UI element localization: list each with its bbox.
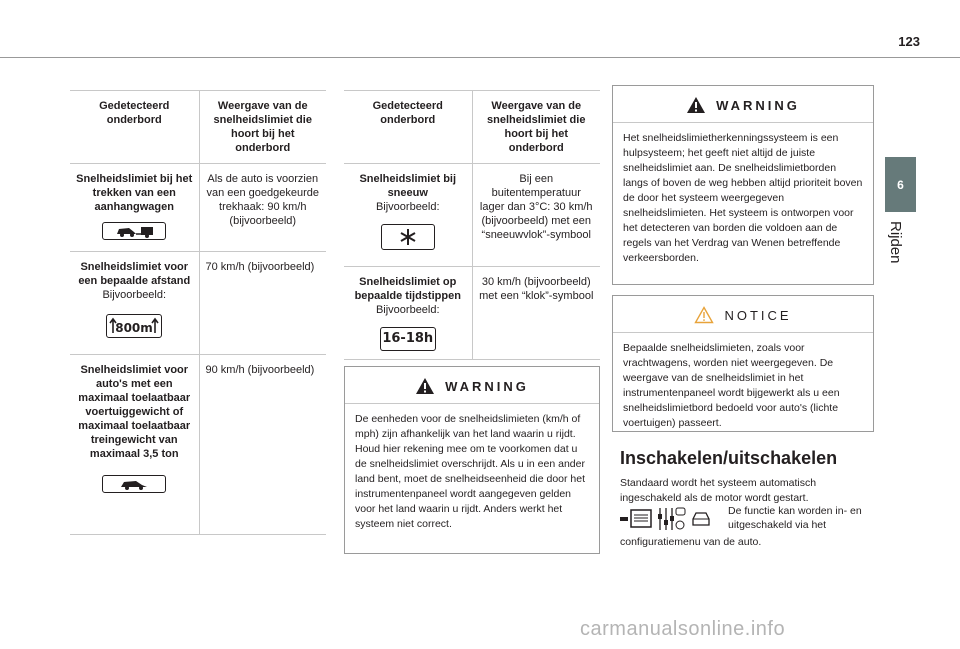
row-title: Snelheidslimiet op bepaalde tijdstippen xyxy=(354,276,461,302)
table-row xyxy=(70,164,326,252)
table-cell-sign xyxy=(344,164,472,267)
table-header-row xyxy=(344,91,600,164)
car-trailer-icon xyxy=(102,222,166,240)
warning-box xyxy=(344,366,600,554)
table-header-row xyxy=(70,91,326,164)
distance-sign xyxy=(106,314,162,338)
warning-icon xyxy=(415,377,435,395)
table-cell-value: Als de auto is voorzien van een goedgekeurde trekhaak: 90 km/h (bijvoorbeeld) xyxy=(199,164,326,252)
warning-title: WARNING xyxy=(445,378,529,394)
config-icons xyxy=(620,506,712,532)
warning-text: Het snelheidslimietherkenningssysteem is een hulpsysteem; het geeft niet altijd de juiste snelheidslimiet aan. De snelheidslimietborden langs of boven de weg hebben altijd prioriteit boven de door het systeem weergegeven snelheidslimieten. Het systeem is ontworpen voor het detecteren van borden die voldoen aan de regels van het Verdrag van Wenen betreffende verkeersborden. xyxy=(623,132,863,264)
warning-header xyxy=(613,94,873,123)
sign-text: 800m xyxy=(115,321,154,335)
table-cell-value: Bij een buitentemperatuur lager dan 3°C: 30 km/h (bijvoorbeeld) met een “sneeuwvlok”-symbool xyxy=(472,164,600,267)
car-icon xyxy=(102,475,166,493)
notice-header xyxy=(613,304,873,333)
row-sub: Bijvoorbeeld: xyxy=(102,289,167,301)
table-cell-sign xyxy=(344,267,472,360)
section-title: Inschakelen/uitschakelen xyxy=(620,448,838,468)
notice-box xyxy=(612,295,874,432)
section-intro: Standaard wordt het systeem automatisch ingeschakeld als de motor wordt gestart. xyxy=(620,477,817,504)
car-front-icon xyxy=(690,510,712,528)
row-sub: Bijvoorbeeld: xyxy=(375,201,440,213)
table-cell-sign xyxy=(70,164,199,252)
notice-text: Bepaalde snelheidslimieten, zoals voor vrachtwagens, worden niet weergegeven. De weergave van de snelheidslimiet in het instrumentenpaneel wordt bijgewerkt als u een snelheidslimietbord bedoeld voor auto's (lichte voertuigen) passeert. xyxy=(623,342,840,429)
table-cell-value: 30 km/h (bijvoorbeeld) met een “klok”-symbool xyxy=(472,267,600,360)
table-row xyxy=(70,355,326,535)
row-title: Snelheidslimiet voor auto's met een maximaal toelaatbaar voertuiggewicht of maximaal toelaatbaar treingewicht van maximaal 3,5 ton xyxy=(78,364,191,460)
warning-icon xyxy=(686,96,706,114)
row-title: Snelheidslimiet bij sneeuw xyxy=(359,173,457,199)
table-row xyxy=(344,164,600,267)
snowflake-icon xyxy=(381,224,435,250)
settings-sliders-icon xyxy=(656,506,686,532)
row-sub: Bijvoorbeeld: xyxy=(375,304,440,316)
table-row xyxy=(344,267,600,360)
warning-box xyxy=(612,85,874,285)
page-number: 123 xyxy=(898,34,920,49)
table-header-left: Gedetecteerd onderbord xyxy=(70,91,199,164)
warning-header xyxy=(345,375,599,404)
chapter-label-text: Rijden xyxy=(887,221,904,264)
header-rule xyxy=(0,57,960,58)
sign-table-2 xyxy=(344,90,600,360)
sign-table-1 xyxy=(70,90,326,535)
table-header-right: Weergave van de snelheidslimiet die hoort bij het onderbord xyxy=(199,91,326,164)
config-text: De functie kan worden in- en uitgeschakeld via het xyxy=(728,505,862,531)
time-sign: 16-18h xyxy=(380,327,436,351)
warning-text: De eenheden voor de snelheidslimieten (km/h of mph) zijn afhankelijk van het land waarin u rijdt. Houd hier rekening mee om te voorkomen dat u de snelheidslimiet overschrijdt. Als u in een ander land bent, moet de snelheidseenheid die door het instrumentenpaneel wordt aangegeven gelden voor het land waarin u rijdt. Anders werkt het systeem niet correct. xyxy=(355,413,586,530)
notice-title: NOTICE xyxy=(724,307,792,323)
table-header-right: Weergave van de snelheidslimiet die hoort bij het onderbord xyxy=(472,91,600,164)
table-cell-sign xyxy=(70,252,199,355)
table-cell-value: 70 km/h (bijvoorbeeld) xyxy=(199,252,326,355)
notice-icon xyxy=(694,306,714,324)
config-text-continued: configuratiemenu van de auto. xyxy=(620,536,762,548)
chapter-label xyxy=(885,221,916,281)
table-row xyxy=(70,252,326,355)
row-title: Snelheidslimiet voor een bepaalde afstand xyxy=(78,261,191,287)
table-header-left: Gedetecteerd onderbord xyxy=(344,91,472,164)
screen-icon xyxy=(620,508,652,530)
row-title: Snelheidslimiet bij het trekken van een aanhangwagen xyxy=(76,173,193,213)
table-cell-sign xyxy=(70,355,199,535)
table-cell-value: 90 km/h (bijvoorbeeld) xyxy=(199,355,326,535)
warning-title: WARNING xyxy=(716,97,800,113)
chapter-tab[interactable]: 6 xyxy=(885,157,916,212)
watermark: carmanualsonline.info xyxy=(580,618,786,640)
